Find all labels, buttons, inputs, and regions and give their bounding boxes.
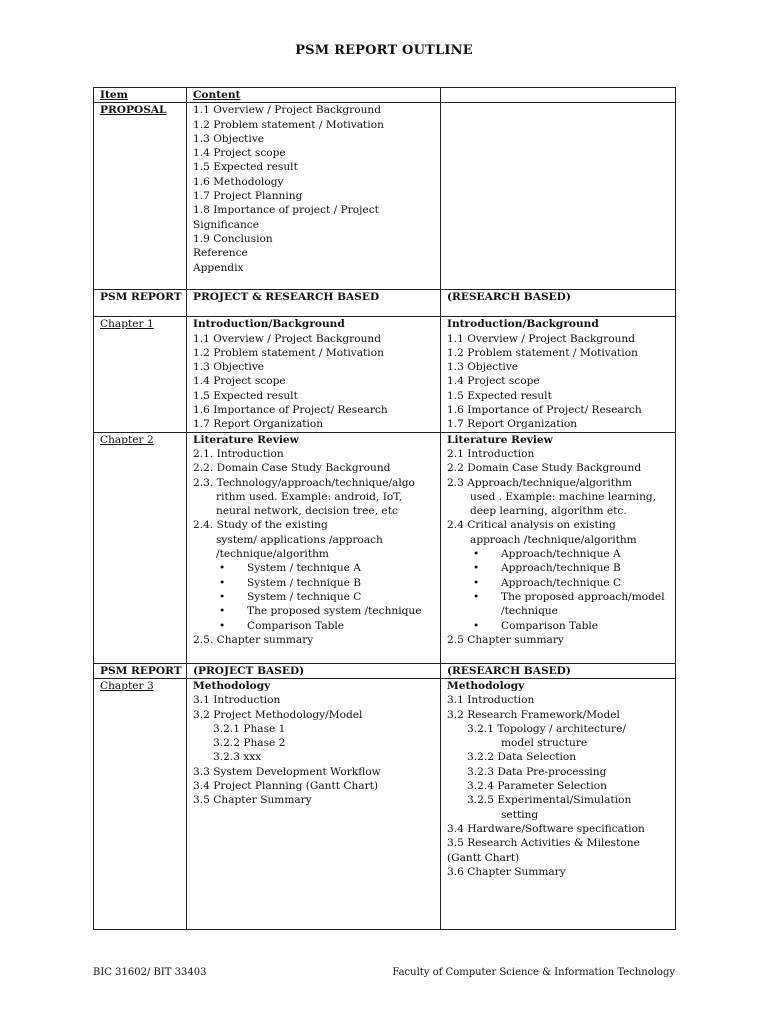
list-item: /technique/algorithm: [216, 548, 329, 561]
list-item: 1.4 Project scope: [447, 375, 540, 388]
list-item: 1.2 Problem statement / Motivation: [193, 118, 384, 131]
list-item: 1.3 Objective: [193, 132, 265, 145]
chapter-2-col3: [441, 432, 676, 663]
list-item: 1.5 Expected result: [447, 389, 552, 402]
list-item: 1.6 Importance of Project/ Research: [193, 404, 388, 417]
chapter-1-row: [94, 317, 676, 432]
header-content: Content: [187, 88, 441, 103]
bullet-item: • The proposed approach/model: [447, 590, 675, 604]
psm-report-col3: (RESEARCH BASED): [441, 663, 676, 678]
list-item: 1.4 Project scope: [193, 147, 286, 160]
proposal-label-cell: [94, 103, 187, 290]
list-item: 3.2.3 Data Pre-processing: [467, 765, 607, 778]
chapter-3-row: [94, 678, 676, 929]
list-item: used . Example: machine learning,: [470, 490, 657, 503]
list-item: 3.1 Introduction: [193, 694, 281, 707]
list-item: 3.3 System Development Workflow: [193, 765, 381, 778]
section-title: Introduction/Background: [447, 318, 599, 331]
list-item: 3.2.1 Phase 1: [213, 722, 286, 735]
list-item: approach /technique/algorithm: [470, 533, 637, 546]
bullet-item: • System / technique A: [193, 561, 440, 575]
psm-report-row-1: [94, 290, 676, 317]
list-item: 1.5 Expected result: [193, 161, 298, 174]
list-item: 3.2.3 xxx: [213, 751, 262, 764]
bullet-item: • Comparison Table: [193, 619, 440, 633]
list-item: 1.8 Importance of project / Project: [193, 204, 379, 217]
list-item: 3.1 Introduction: [447, 694, 535, 707]
bullet-item-continued: /technique: [501, 605, 558, 618]
list-item: 1.7 Report Organization: [193, 418, 324, 431]
section-title: Literature Review: [447, 433, 553, 446]
chapter-1-label-cell: [94, 317, 187, 432]
list-item: 1.5 Expected result: [193, 389, 298, 402]
list-item: 2.4 Critical analysis on existing: [447, 519, 616, 532]
list-item: 1.2 Problem statement / Motivation: [193, 346, 384, 359]
list-item: rithm used. Example: android, IoT,: [216, 490, 403, 503]
psm-report-col2: PROJECT & RESEARCH BASED: [187, 290, 441, 317]
list-item: 1.1 Overview / Project Background: [193, 104, 382, 117]
list-item: 1.2 Problem statement / Motivation: [447, 346, 638, 359]
section-title: Literature Review: [193, 433, 299, 446]
list-item-continued: model structure: [501, 737, 588, 750]
chapter-2-row: [94, 432, 676, 663]
list-item: system/ applications /approach: [216, 533, 383, 546]
list-item: 1.4 Project scope: [193, 375, 286, 388]
chapter-3-label: Chapter 3: [100, 679, 154, 692]
list-item: 3.4 Project Planning (Gantt Chart): [193, 780, 379, 793]
list-item: 1.7 Project Planning: [193, 190, 303, 203]
list-item: 2.2. Domain Case Study Background: [193, 462, 391, 475]
section-title: Methodology: [447, 679, 525, 692]
footer-course-code: BIC 31602/ BIT 33403: [93, 967, 207, 978]
proposal-label: PROPOSAL: [100, 104, 167, 117]
list-item: 3.4 Hardware/Software specification: [447, 822, 645, 835]
list-item: 2.3. Technology/approach/technique/algo: [193, 476, 415, 489]
list-item-continued: setting: [501, 808, 539, 821]
psm-report-label-cell: PSM REPORT: [94, 663, 187, 678]
list-item: 1.3 Objective: [447, 361, 519, 374]
chapter-3-col2: [187, 678, 441, 929]
list-item: 1.1 Overview / Project Background: [447, 332, 636, 345]
list-item: 3.2.4 Parameter Selection: [467, 780, 607, 793]
list-item: 1.7 Report Organization: [447, 418, 578, 431]
list-item: 3.6 Chapter Summary: [447, 865, 566, 878]
list-item: 2.1. Introduction: [193, 447, 284, 460]
list-item: 3.2.1 Topology / architecture/: [467, 722, 626, 735]
table-header-row: [94, 88, 676, 103]
section-title: Introduction/Background: [193, 318, 345, 331]
list-item: 1.1 Overview / Project Background: [193, 332, 382, 345]
list-item: 3.2 Research Framework/Model: [447, 708, 620, 721]
list-item: 2.2 Domain Case Study Background: [447, 462, 642, 475]
bullet-item: • Approach/technique C: [447, 576, 675, 590]
list-item: 3.2.2 Data Selection: [467, 751, 577, 764]
list-item: 2.5. Chapter summary: [193, 633, 314, 646]
page-title: PSM REPORT OUTLINE: [295, 43, 473, 58]
footer-faculty: Faculty of Computer Science & Information Technology: [392, 967, 675, 978]
proposal-content-cell: [187, 103, 441, 290]
list-item: 2.3 Approach/technique/algorithm: [447, 476, 632, 489]
list-item: 3.2.5 Experimental/Simulation: [467, 794, 632, 807]
section-title: Methodology: [193, 679, 271, 692]
psm-report-row-2: [94, 663, 676, 678]
bullet-item: • The proposed system /technique: [193, 604, 440, 618]
chapter-1-col2: [187, 317, 441, 432]
proposal-empty-cell: [441, 103, 676, 290]
list-item: (Gantt Chart): [447, 851, 520, 864]
list-item: 3.2 Project Methodology/Model: [193, 708, 363, 721]
list-item: 2.5 Chapter summary: [447, 633, 564, 646]
list-item: 3.5 Research Activities & Milestone: [447, 837, 640, 850]
chapter-2-label-cell: [94, 432, 187, 663]
list-item: 1.3 Objective: [193, 361, 265, 374]
chapter-1-col3: [441, 317, 676, 432]
bullet-item: • System / technique C: [193, 590, 440, 604]
list-item: 2.4. Study of the existing: [193, 519, 328, 532]
chapter-1-label: Chapter 1: [100, 318, 154, 331]
list-item: 1.6 Methodology: [193, 175, 284, 188]
list-item: Appendix: [193, 261, 244, 274]
list-item: Reference: [193, 247, 248, 260]
bullet-item: • Comparison Table: [447, 619, 675, 633]
bullet-item: • Approach/technique B: [447, 561, 675, 575]
outline-table: [93, 87, 676, 930]
header-item: Item: [94, 88, 187, 103]
header-extra: [441, 88, 676, 103]
psm-report-col2: (PROJECT BASED): [187, 663, 441, 678]
chapter-2-col2: [187, 432, 441, 663]
chapter-3-label-cell: [94, 678, 187, 929]
chapter-2-label: Chapter 2: [100, 433, 154, 446]
chapter-3-col3: [441, 678, 676, 929]
list-item: deep learning, algorithm etc.: [470, 505, 627, 518]
psm-report-col3: (RESEARCH BASED): [441, 290, 676, 317]
proposal-row: [94, 103, 676, 290]
list-item: Significance: [193, 218, 259, 231]
list-item: 2.1 Introduction: [447, 447, 535, 460]
list-item: 3.5 Chapter Summary: [193, 794, 312, 807]
list-item: 3.2.2 Phase 2: [213, 737, 286, 750]
list-item: 1.9 Conclusion: [193, 232, 273, 245]
list-item: neural network, decision tree, etc: [216, 505, 398, 518]
bullet-item: • Approach/technique A: [447, 547, 675, 561]
psm-report-label-cell: PSM REPORT: [94, 290, 187, 317]
list-item: 1.6 Importance of Project/ Research: [447, 404, 642, 417]
bullet-item: • System / technique B: [193, 576, 440, 590]
